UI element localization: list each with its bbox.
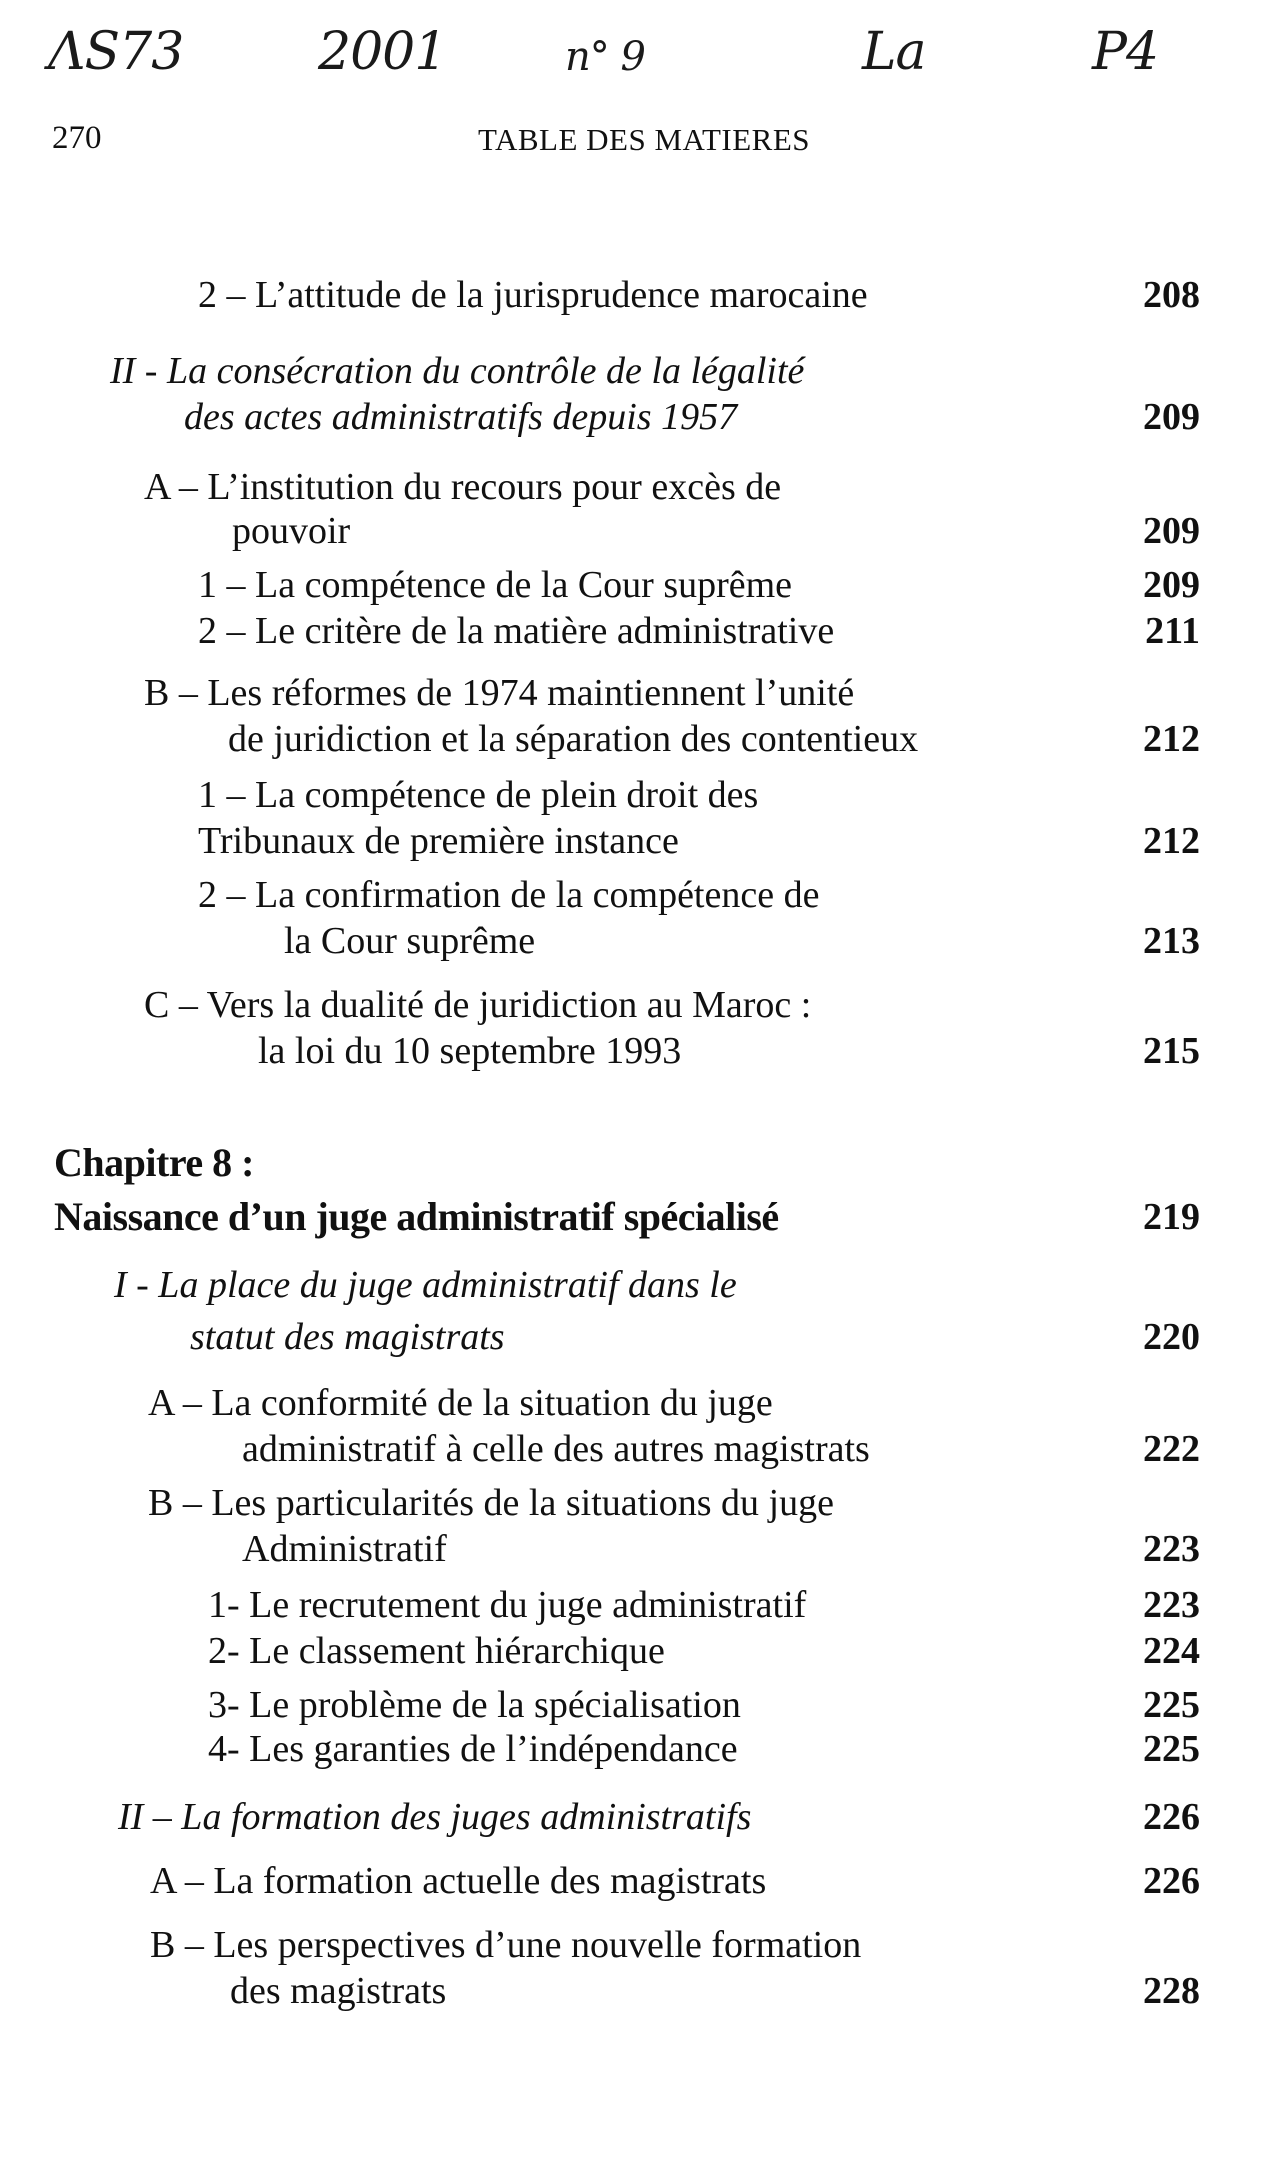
toc-entry-page: 215 [1143,1030,1200,1072]
toc-entry-text: Tribunaux de première instance [198,820,679,862]
toc-entry-page: 213 [1143,920,1200,962]
toc-entry-page: 225 [1143,1684,1200,1726]
handwritten-note: 2001 [318,22,447,82]
toc-entry-text: A – La conformité de la situation du juge [148,1382,773,1424]
toc-entry-text: B – Les réformes de 1974 maintiennent l’unité [144,672,855,714]
toc-entry-text: 1 – La compétence de plein droit des [198,774,759,816]
toc-entry-text: 1 – La compétence de la Cour suprême [198,564,793,606]
toc-entry-page: 226 [1143,1860,1200,1902]
toc-entry-text: des magistrats [230,1970,447,2012]
toc-entry-text: II – La formation des juges administratifs [118,1796,752,1838]
toc-entry-text: pouvoir [232,510,351,552]
toc-entry-page: 220 [1143,1316,1200,1358]
handwritten-note: P4 [1092,22,1159,82]
toc-entry-page: 223 [1143,1528,1200,1570]
toc-entry-page: 209 [1143,564,1200,606]
toc-entry-text: Administratif [242,1528,447,1570]
handwritten-note: La [862,22,926,82]
toc-entry-text: de juridiction et la séparation des contentieux [228,718,919,760]
toc-entry-text: 2 – L’attitude de la jurisprudence marocaine [198,274,868,316]
toc-entry-page: 228 [1143,1970,1200,2012]
toc-entry-page: 225 [1143,1728,1200,1770]
toc-entry-page: 209 [1143,396,1200,438]
toc-entry-text: II - La consécration du contrôle de la légalité [110,350,805,392]
toc-entry-page: 209 [1143,510,1200,552]
toc-entry-page: 219 [1143,1196,1200,1238]
toc-entry-page: 212 [1143,820,1200,862]
toc-entry-text: A – L’institution du recours pour excès de [144,466,782,508]
page-number: 270 [52,120,102,156]
toc-entry-text: 2 – La confirmation de la compétence de [198,874,820,916]
toc-entry-text: 1- Le recrutement du juge administratif [208,1584,807,1626]
toc-entry-page: 226 [1143,1796,1200,1838]
toc-entry-text: A – La formation actuelle des magistrats [150,1860,767,1902]
toc-entry-text: B – Les particularités de la situations du juge [148,1482,834,1524]
toc-entry-text: 3- Le problème de la spécialisation [208,1684,741,1726]
toc-entry-text: statut des magistrats [190,1316,505,1358]
toc-entry-text: administratif à celle des autres magistrats [242,1428,870,1470]
toc-entry-text: C – Vers la dualité de juridiction au Maroc : [144,984,812,1026]
toc-entry-page: 212 [1143,718,1200,760]
toc-entry-text: I - La place du juge administratif dans le [114,1264,737,1306]
handwritten-note: n° 9 [565,34,645,80]
toc-entry-page: 222 [1143,1428,1200,1470]
toc-entry-page: 224 [1143,1630,1200,1672]
toc-entry-page: 208 [1143,274,1200,316]
toc-entry-page: 223 [1143,1584,1200,1626]
handwritten-note: ΛS73 [48,22,184,82]
toc-entry-page: 211 [1145,610,1200,652]
toc-entry-text: la loi du 10 septembre 1993 [258,1030,682,1072]
toc-entry-text: des actes administratifs depuis 1957 [184,396,738,438]
chapter-label: Chapitre 8 : [54,1140,254,1185]
running-title: TABLE DES MATIERES [478,122,811,157]
toc-entry-text: B – Les perspectives d’une nouvelle formation [150,1924,862,1966]
toc-entry-text: 2 – Le critère de la matière administrative [198,610,835,652]
toc-entry-text: 4- Les garanties de l’indépendance [208,1728,738,1770]
chapter-title: Naissance d’un juge administratif spécialisé [54,1194,779,1239]
toc-entry-text: la Cour suprême [284,920,536,962]
toc-entry-text: 2- Le classement hiérarchique [208,1630,665,1672]
